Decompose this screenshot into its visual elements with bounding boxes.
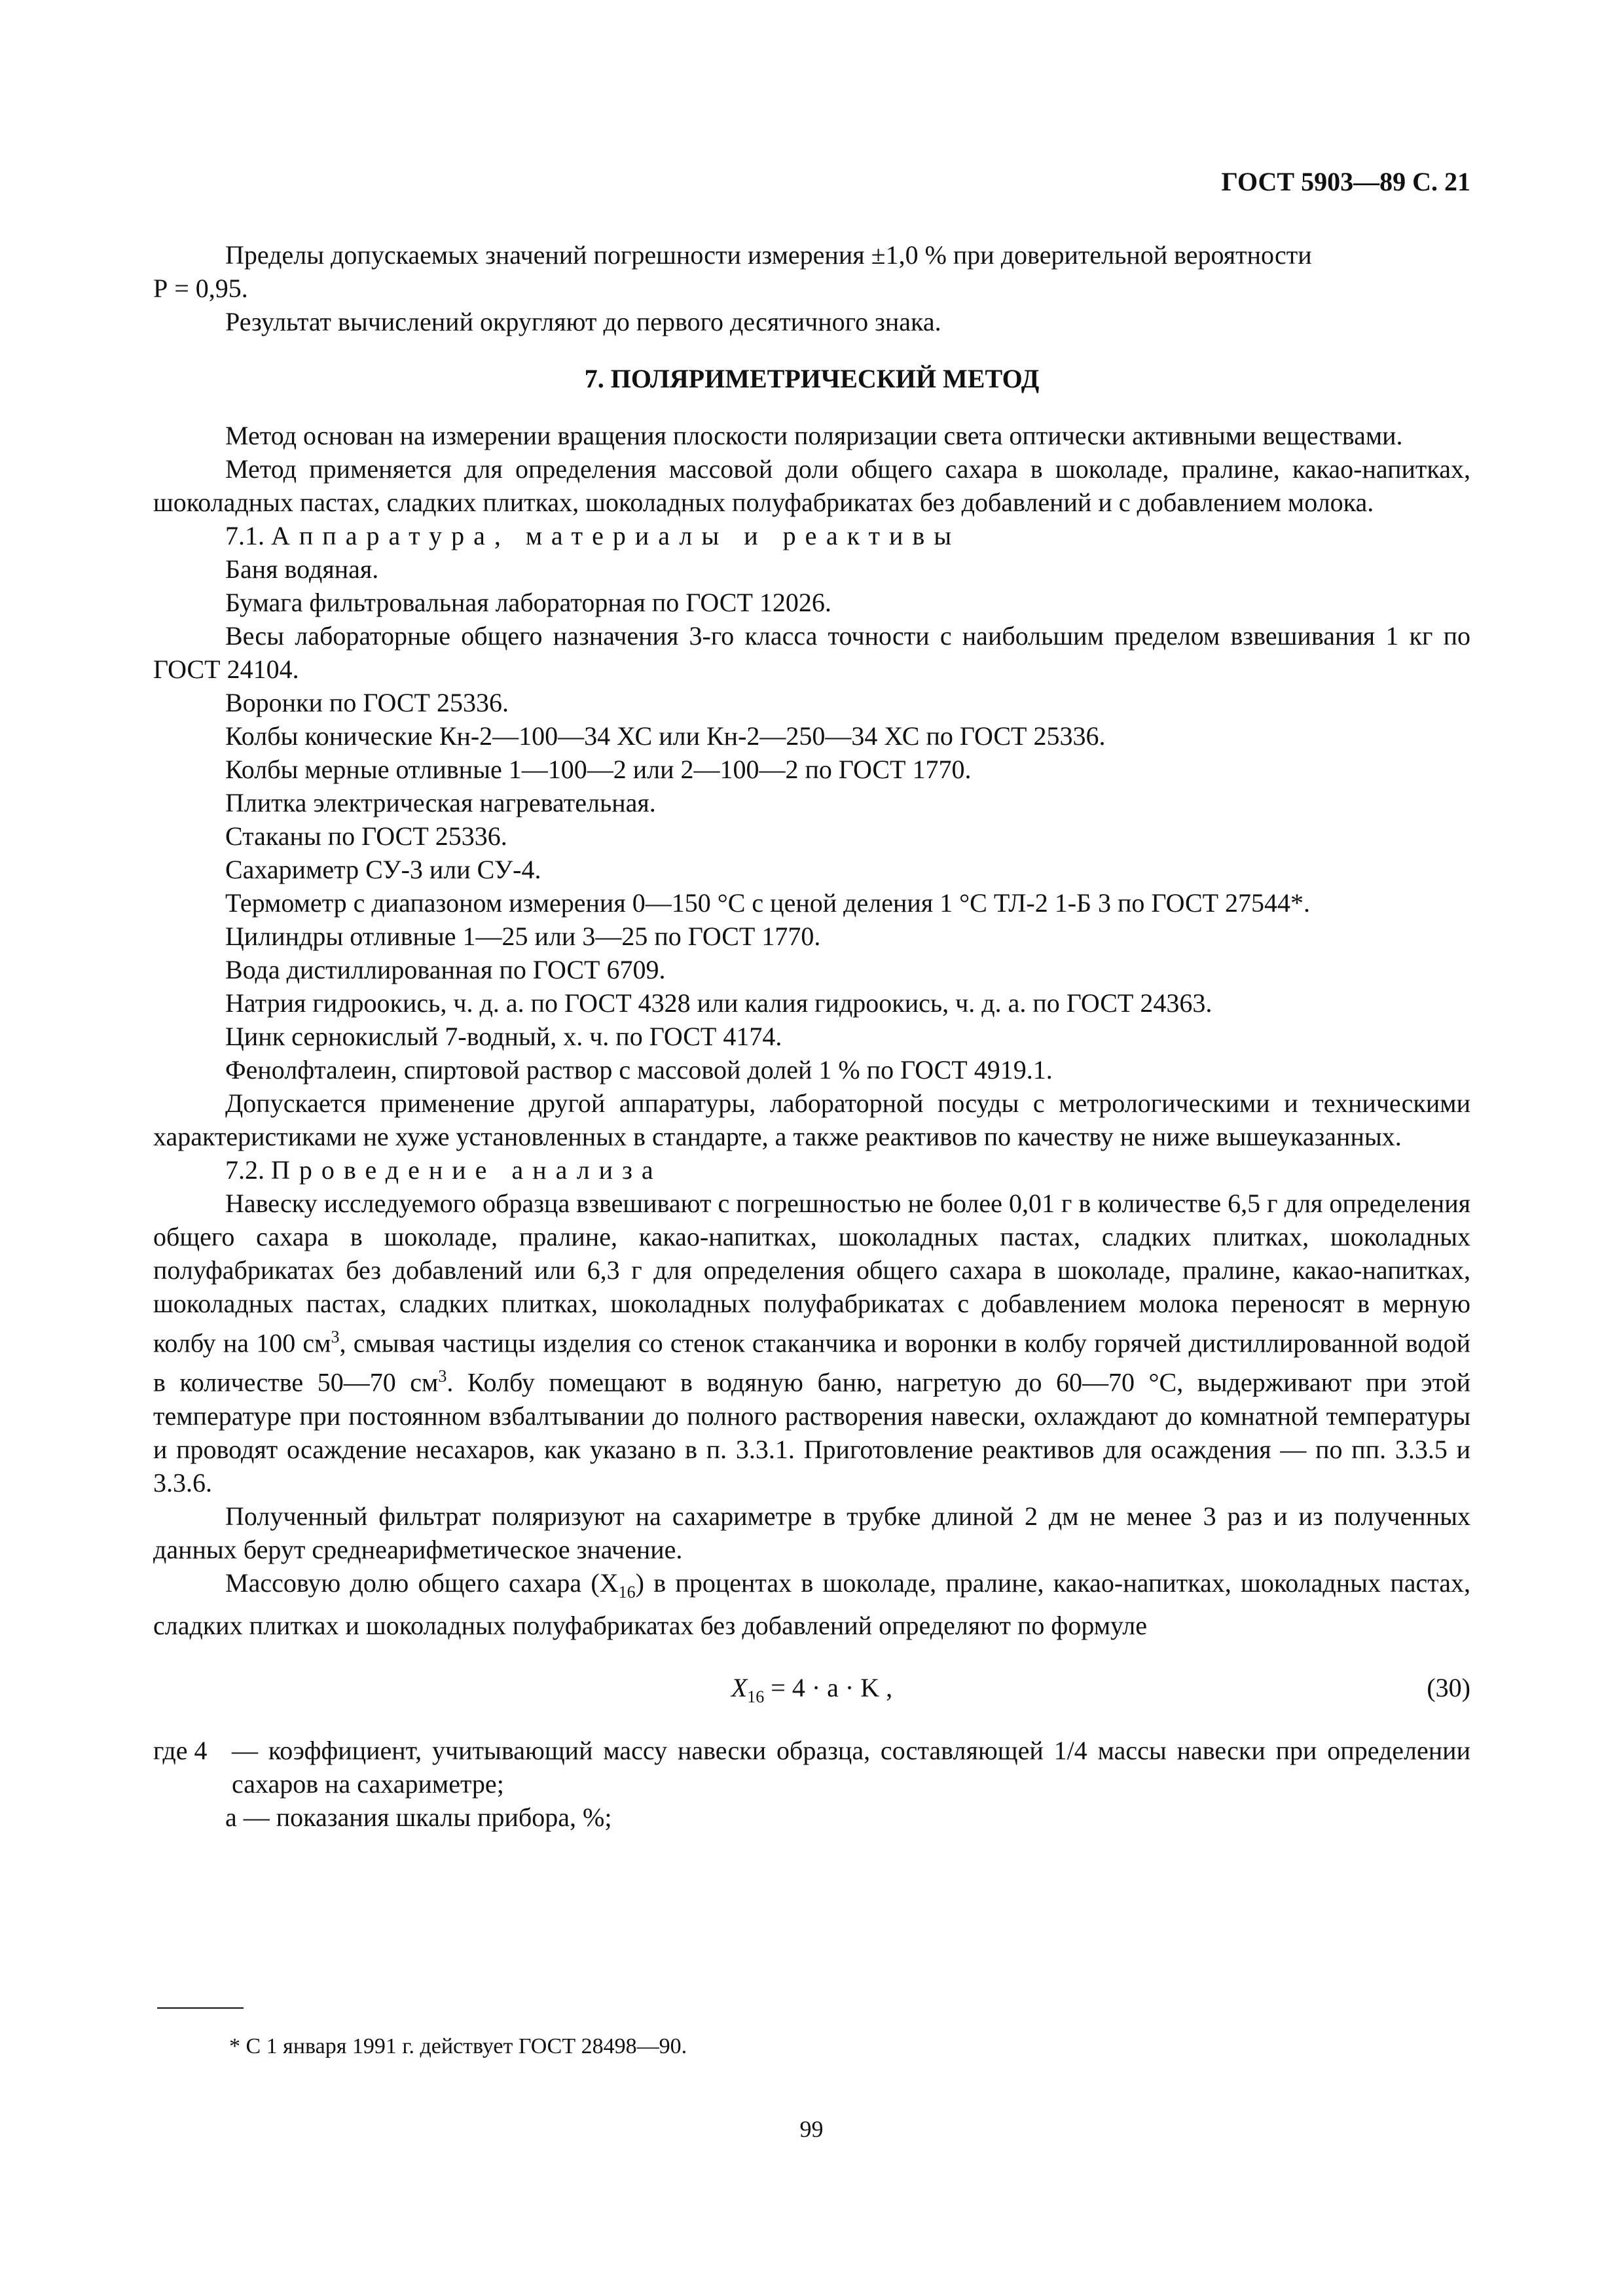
- formula-number: (30): [1427, 1672, 1470, 1702]
- where-lead: где 4: [153, 1735, 208, 1765]
- page-number: 99: [799, 2116, 824, 2142]
- text-run: ) в процентах в шоколаде, пралине, какао-напитках, шоколадных пастах, сладких плитках и шоколадных полуфабрикатах без добавлений определяют по формуле: [153, 1568, 1470, 1640]
- text-run: . Колбу помещают в водяную баню, нагретую до 60—70 °С, выдерживают при этой температуре при постоянном взбалтывании до полного растворения навески, охлаждают до комнатной температуры и проводят осаждение несахаров, как указано в п. 3.3.1. Приготовление реактивов для осаждения — по пп. 3.3.5 и 3.3.6.: [153, 1367, 1471, 1498]
- list-item: Баня водяная.: [225, 554, 379, 584]
- subsection-title: Проведение анализа: [271, 1155, 663, 1185]
- page-header: ГОСТ 5903—89 С. 21: [1221, 167, 1470, 196]
- list-item: Воронки по ГОСТ 25336.: [225, 688, 509, 717]
- text-run: массы навески при определении сахаров на сахариметре;: [232, 1735, 1470, 1799]
- superscript: 3: [331, 1327, 340, 1346]
- list-item: Вода дистиллированная по ГОСТ 6709.: [225, 955, 666, 984]
- list-item: Фенолфталеин, спиртовой раствор с массовой долей 1 % по ГОСТ 4919.1.: [225, 1055, 1053, 1085]
- list-item: Цилиндры отливные 1—25 или 3—25 по ГОСТ 1770.: [225, 922, 821, 951]
- formula-sub: 16: [747, 1687, 765, 1706]
- section-title: 7. ПОЛЯРИМЕТРИЧЕСКИЙ МЕТОД: [584, 364, 1040, 393]
- list-item: Натрия гидроокись, ч. д. а. по ГОСТ 4328 или калия гидроокись, ч. д. а. по ГОСТ 24363.: [225, 988, 1213, 1018]
- paragraph: [153, 1187, 1470, 1499]
- paragraph: Полученный фильтрат поляризуют на сахариметре в трубке длиной 2 дм не менее 3 раз и из полученных данных берут среднеарифметическое значение.: [153, 1501, 1470, 1564]
- footnote: * С 1 января 1991 г. действует ГОСТ 28498—90.: [229, 2034, 687, 2058]
- subscript: 16: [618, 1582, 636, 1602]
- paragraph: Пределы допускаемых значений погрешности измерения ±1,0 % при доверительной вероятности: [225, 240, 1312, 270]
- formula-var: X: [731, 1672, 748, 1702]
- subsection-number: 7.1.: [225, 521, 264, 550]
- formula: [153, 1664, 1470, 1717]
- text-run: , смывая частицы изделия со стенок стаканчика и воронки в колбу горячей дистиллированной водой в количестве 50—70 см: [153, 1328, 1471, 1397]
- text-run: Массовую долю общего сахара (X: [225, 1568, 619, 1598]
- subsection-heading: [153, 1153, 1470, 1187]
- list-item: Сахариметр СУ-3 или СУ-4.: [225, 855, 541, 884]
- where-block: [153, 1734, 1470, 1834]
- list-item: Термометр с диапазоном измерения 0—150 °С с ценой деления 1 °С ТЛ-2 1-Б 3 по ГОСТ 27544*.: [225, 888, 1311, 918]
- paragraph: Метод применяется для определения массовой доли общего сахара в шоколаде, пралине, какао-напитках, шоколадных пастах, сладких плитках, шоколадных полуфабрикатах без добавлений и с добавлением молока.: [153, 454, 1470, 517]
- subsection-number: 7.2.: [225, 1155, 264, 1185]
- paragraph: Результат вычислений округляют до первого десятичного знака.: [225, 307, 941, 336]
- paragraph: [153, 1566, 1470, 1642]
- paragraph: Р = 0,95.: [153, 274, 248, 303]
- list-item: Бумага фильтровальная лабораторная по ГОСТ 12026.: [225, 588, 831, 617]
- subsection-title: Аппаратура, материалы и реактивы: [271, 521, 961, 550]
- where-text: [232, 1734, 1470, 1801]
- list-item: Колбы мерные отливные 1—100—2 или 2—100—2 по ГОСТ 1770.: [225, 755, 972, 784]
- paragraph: Допускается применение другой аппаратуры, лабораторной посуды с метрологическими и техническими характеристиками не хуже установленных в стандарте, а также реактивов по качеству не ниже вышеуказанных.: [153, 1088, 1470, 1151]
- list-item: Цинк сернокислый 7-водный, х. ч. по ГОСТ 4174.: [225, 1022, 782, 1051]
- superscript: 3: [438, 1367, 447, 1386]
- text-run: — коэффициент, учитывающий массу навески образца, составляющей: [232, 1735, 1054, 1765]
- where-row: [153, 1734, 1470, 1801]
- list-item: Плитка электрическая нагревательная.: [225, 788, 656, 817]
- footnote-rule: [157, 2007, 244, 2009]
- formula-rhs: = 4 · a · K ,: [764, 1672, 893, 1702]
- body-text: [153, 238, 1470, 1834]
- where-row: а — показания шкалы прибора, %;: [225, 1802, 612, 1832]
- text-run: Навеску исследуемого образца взвешивают с погрешностью не более 0,01 г в количестве 6,5 г для определения общего сахара в шоколаде, пралине, какао-напитках, шоколадных пастах, сладких плитках, шоколадных полуфабрикатах без добавлений или 6,3 г для определения общего сахара в шоколаде, пралине, какао-напитках, шоколадных пастах, сладких плитках, шоколадных полуфабрикатах с добавлением молока переносят в мерную колбу на 100 см: [153, 1189, 1470, 1358]
- list-item: Стаканы по ГОСТ 25336.: [225, 821, 507, 851]
- paragraph: Метод основан на измерении вращения плоскости поляризации света оптически активными веществами.: [225, 421, 1403, 450]
- formula-expression: [153, 1671, 1470, 1713]
- list-item: Колбы конические Кн-2—100—34 ХС или Кн-2—250—34 ХС по ГОСТ 25336.: [225, 721, 1106, 751]
- fraction: 1/4: [1053, 1735, 1087, 1765]
- subsection-heading: [153, 519, 1470, 552]
- list-item: Весы лабораторные общего назначения 3-го класса точности с наибольшим пределом взвешивания 1 кг по ГОСТ 24104.: [153, 621, 1470, 684]
